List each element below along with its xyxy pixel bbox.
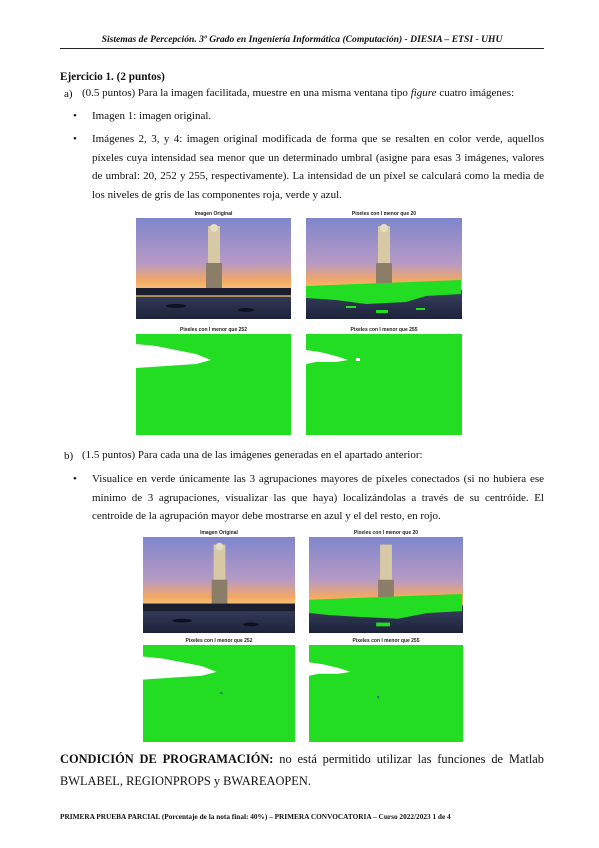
page-footer: PRIMERA PRUEBA PARCIAL (Porcentaje de la nota final: 40%) – PRIMERA CONVOCATORIA – Curso 2022/2023 1 de 4 (60, 812, 451, 821)
part-a-text (82, 84, 544, 103)
threshold-252-image (136, 334, 291, 435)
threshold-252-image (143, 645, 295, 742)
panel-title: Pixeles con I menor que 252 (180, 327, 247, 333)
panel-threshold-20 (306, 211, 462, 319)
part-a-label: a) (64, 88, 73, 100)
panel-title: Pixeles con I menor que 252 (185, 638, 253, 644)
part-a-intro: (0.5 puntos) Para la imagen facilitada, muestre en una misma ventana tipo (82, 87, 408, 99)
panel-title: Imagen Original (200, 530, 238, 536)
sunset-image (136, 218, 291, 319)
panel-title: Pixeles con I menor que 20 (353, 530, 419, 536)
figure-a (136, 211, 462, 435)
bullet-dot: • (73, 110, 77, 122)
panel-original (136, 211, 291, 319)
threshold-255-image (309, 645, 463, 742)
bullet-item: Visualice en verde únicamente las 3 agrupaciones mayores de píxeles conectados (si no hubiera ese mínimo de 3 agrupaciones, visualizar las que haya) localizándolas a través de su centróide. El centroide de la agrupación mayor debe mostrarse en azul y el del resto, en rojo. (92, 473, 544, 523)
panel-original (143, 530, 295, 633)
threshold-255-image (306, 334, 462, 435)
condition-label: CONDICIÓN DE PROGRAMACIÓN: (60, 752, 274, 766)
panel-title: Pixeles con I menor que 255 (350, 327, 418, 333)
bullet-item: Imágenes 2, 3, y 4: imagen original modificada de forma que se resalten en color verde, aquellos píxeles cuya intensidad sea menor que un determinado umbral (asigne para esas 3 imágenes, valores de umbral: 20, 252 y 255, respectivamente). La intensidad de un píxel se calculará como la media de los niveles de gris de las componentes roja, verde y azul. (92, 133, 544, 201)
part-a-italic: figure (410, 87, 437, 99)
programming-condition (60, 748, 544, 792)
header-rule (60, 48, 544, 49)
threshold-20-image (309, 537, 463, 633)
panel-threshold-20 (309, 530, 463, 633)
bullet-dot: • (73, 473, 77, 485)
part-a-end: cuatro imágenes: (439, 87, 515, 99)
part-b-text: (1.5 puntos) Para cada una de las imágenes generadas en el apartado anterior: (82, 449, 423, 461)
panel-title: Imagen Original (194, 211, 233, 217)
bullet-dot: • (73, 133, 77, 145)
panel-title: Pixeles con I menor que 255 (352, 638, 420, 644)
panel-threshold-252 (143, 638, 295, 742)
panel-threshold-255 (309, 638, 463, 742)
panel-threshold-255 (306, 327, 462, 435)
page-header: Sistemas de Percepción. 3º Grado en Ingeniería Informática (Computación) - DIESIA – ETSI - UHU (101, 34, 503, 45)
threshold-20-image (306, 218, 462, 319)
exercise-title: Ejercicio 1. (2 puntos) (60, 71, 165, 83)
sunset-image (143, 537, 295, 633)
condition-text: no está permitido utilizar las funciones de Matlab BWLABEL, REGIONPROPS y BWAREAOPEN. (60, 752, 544, 788)
panel-title: Pixeles con I menor que 20 (351, 211, 417, 217)
bullet-item: Imagen 1: imagen original. (92, 110, 212, 122)
part-b-label: b) (64, 450, 74, 462)
panel-threshold-252 (136, 327, 291, 435)
figure-b (143, 530, 463, 742)
